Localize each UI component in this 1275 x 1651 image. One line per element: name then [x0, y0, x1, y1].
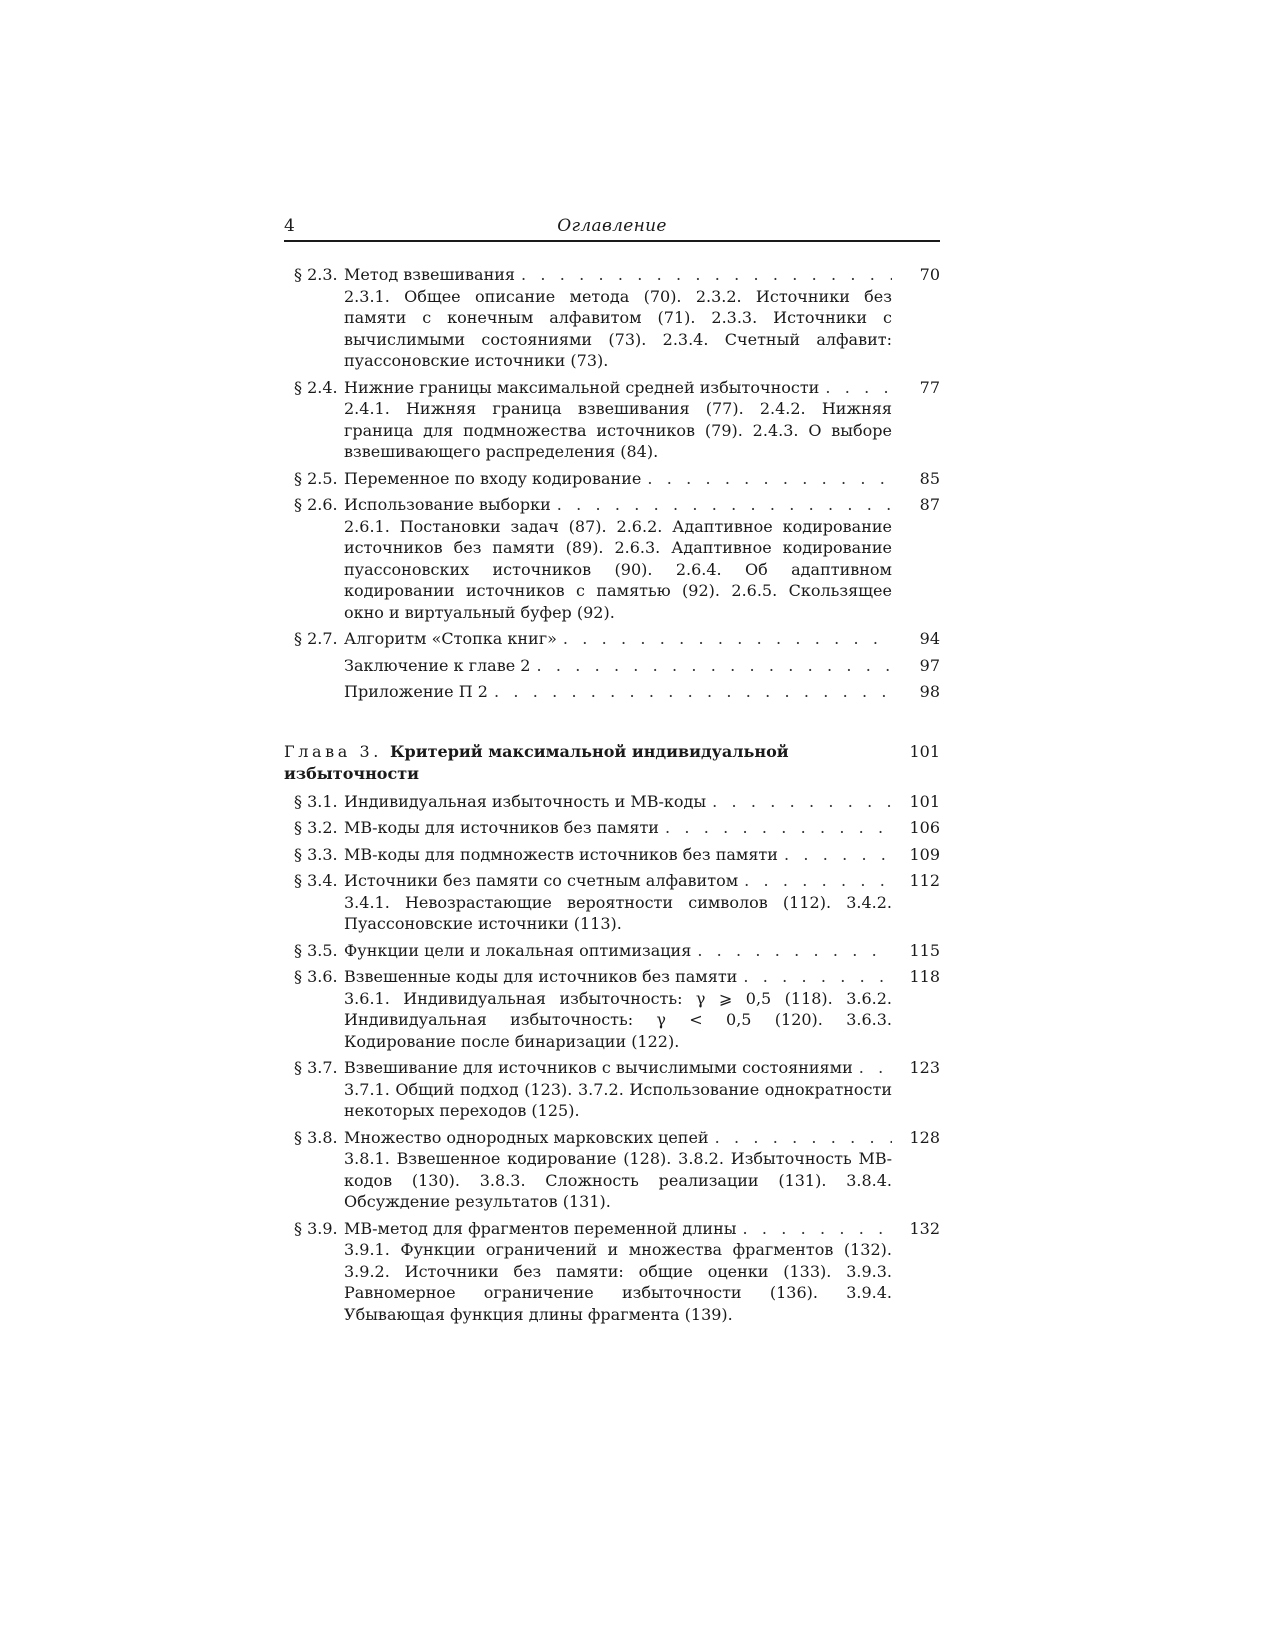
toc-entry[interactable] — [284, 870, 940, 935]
entry-title: Заключение к главе 2 — [344, 655, 531, 675]
entry-title: Функции цели и локальная оптимизация — [344, 940, 692, 960]
dot-leader — [697, 940, 892, 962]
entry-page-ref: 87 — [919, 495, 940, 514]
subsection-list: 3.8.1. Взвешенное кодирование (128). 3.8.2. Избыточность МВ-кодов (130). 3.8.3. Сложность реализации (131). 3.8.4. Обсуждение результатов (131). — [344, 1149, 892, 1211]
running-head — [284, 212, 940, 242]
dot-leader — [563, 628, 892, 650]
section-mark: § 3.1. — [294, 791, 338, 811]
section-mark: § 3.2. — [294, 818, 338, 837]
dot-leader — [744, 870, 892, 892]
chapter-3-entries — [284, 791, 940, 1326]
entry-page-ref: 98 — [919, 682, 940, 701]
toc-entry[interactable] — [284, 468, 940, 490]
entry-title: Взвешенные коды для источников без памяти — [344, 967, 738, 986]
entry-title: Индивидуальная избыточность и МВ-коды — [344, 791, 707, 811]
entry-title: МВ-коды для подмножеств источников без памяти — [344, 844, 778, 864]
chapter-title: Критерий максимальной индивидуальной избыточности — [284, 741, 789, 783]
subsection-list: 3.7.1. Общий подход (123). 3.7.2. Использование однократности некоторых переходов (125). — [344, 1079, 892, 1120]
entry-title-line — [344, 377, 892, 399]
entry-title-line — [344, 817, 892, 839]
dot-leader — [521, 264, 892, 286]
entry-page-ref: 97 — [919, 655, 940, 675]
entry-page-ref: 77 — [919, 377, 940, 397]
entry-page-ref: 109 — [909, 844, 940, 864]
entry-page-ref: 118 — [909, 967, 940, 986]
section-mark: § 3.3. — [294, 844, 338, 864]
dot-leader — [494, 681, 892, 703]
entry-title-line — [344, 940, 892, 962]
toc-entry[interactable] — [284, 791, 940, 813]
dot-leader — [712, 791, 892, 813]
entry-title: Метод взвешивания — [344, 265, 515, 284]
toc-entry[interactable] — [284, 966, 940, 1052]
section-mark: § 3.4. — [294, 871, 338, 890]
book-page — [284, 212, 940, 1330]
entry-title: Алгоритм «Стопка книг» — [344, 629, 557, 648]
dot-leader — [715, 1127, 892, 1149]
dot-leader — [784, 844, 892, 866]
toc-entry[interactable] — [284, 494, 940, 623]
toc-entry[interactable] — [284, 377, 940, 463]
entry-title-line — [344, 1057, 892, 1079]
chapter-label: Глава 3. — [284, 741, 382, 761]
subsection-list: 3.6.1. Индивидуальная избыточность: γ ⩾ 0,5 (118). 3.6.2. Индивидуальная избыточность: γ < 0,5 (120). 3.6.3. Кодирование после бинаризации (122). — [344, 988, 892, 1051]
toc-entry[interactable] — [284, 681, 940, 703]
subsection-list: 2.3.1. Общее описание метода (70). 2.3.2. Источники без памяти с конечным алфавитом (71). 2.3.3. Источники с вычислимыми состояниями (73). 2.3.4. Счетный алфавит: пуассоновские источники (73). — [344, 286, 892, 370]
chapter-heading[interactable] — [284, 741, 940, 785]
entry-title-line — [344, 1127, 892, 1149]
dot-leader — [647, 468, 892, 490]
toc-entry[interactable] — [284, 1127, 940, 1213]
toc-entry[interactable] — [284, 264, 940, 372]
entry-title-line — [344, 264, 892, 286]
toc-entry[interactable] — [284, 655, 940, 677]
toc-entry[interactable] — [284, 1057, 940, 1122]
entry-title: Множество однородных марковских цепей — [344, 1127, 709, 1147]
toc-entry[interactable] — [284, 817, 940, 839]
entry-title: МВ-коды для источников без памяти — [344, 818, 659, 837]
entry-title-line — [344, 870, 892, 892]
entry-page-ref: 85 — [919, 468, 940, 488]
entry-title-line — [344, 844, 892, 866]
section-mark: § 2.6. — [294, 495, 338, 514]
section-mark: § 2.3. — [294, 265, 338, 284]
table-of-contents — [284, 264, 940, 1325]
entry-title-line — [344, 494, 892, 516]
entry-page-ref: 70 — [919, 265, 940, 284]
section-mark: § 3.6. — [294, 967, 338, 986]
dot-leader — [743, 966, 892, 988]
entry-title-line — [344, 468, 892, 490]
entry-title: Нижние границы максимальной средней избыточности — [344, 377, 820, 397]
entry-title: Источники без памяти со счетным алфавитом — [344, 871, 739, 890]
subsection-list: 2.4.1. Нижняя граница взвешивания (77). 2.4.2. Нижняя граница для подмножества источников (79). 2.4.3. О выборе взвешивающего распределения (84). — [344, 399, 892, 461]
toc-entry[interactable] — [284, 940, 940, 962]
entry-page-ref: 123 — [909, 1058, 940, 1077]
entry-page-ref: 112 — [909, 871, 940, 890]
section-mark: § 3.5. — [294, 940, 338, 960]
entry-page-ref: 101 — [909, 791, 940, 811]
entry-title: Взвешивание для источников с вычислимыми состояниями — [344, 1058, 853, 1077]
entry-title-line — [344, 791, 892, 813]
running-title: Оглавление — [557, 216, 667, 236]
section-mark: § 3.8. — [294, 1127, 338, 1147]
toc-entry[interactable] — [284, 628, 940, 650]
dot-leader — [557, 494, 892, 516]
section-mark: § 2.5. — [294, 468, 338, 488]
dot-leader — [665, 817, 892, 839]
dot-leader — [825, 377, 892, 399]
subsection-list: 3.9.1. Функции ограничений и множества фрагментов (132). 3.9.2. Источники без памяти: общие оценки (133). 3.9.3. Равномерное ограничение избыточности (136). 3.9.4. Убывающая функция длины фрагмента (139). — [344, 1240, 892, 1324]
section-mark: § 3.7. — [294, 1058, 338, 1077]
entry-page-ref: 128 — [909, 1127, 940, 1147]
page-number: 4 — [284, 216, 295, 236]
entry-title-line — [344, 628, 892, 650]
entry-page-ref: 115 — [909, 940, 940, 960]
entry-title: Переменное по входу кодирование — [344, 468, 642, 488]
entry-title: МВ-метод для фрагментов переменной длины — [344, 1218, 737, 1238]
entry-page-ref: 106 — [909, 818, 940, 837]
dot-leader — [859, 1057, 892, 1079]
entry-title-line — [344, 681, 892, 703]
subsection-list: 2.6.1. Постановки задач (87). 2.6.2. Адаптивное кодирование источников без памяти (89). 2.6.3. Адаптивное кодирование пуассоновских источников (90). 2.6.4. Об адаптивном кодировании источников с памятью (92). 2.6.5. Скользящее окно и виртуальный буфер (92). — [344, 516, 892, 622]
chapter-page-ref: 101 — [909, 741, 940, 761]
chapter-2-entries — [284, 264, 940, 703]
entry-title-line — [344, 655, 892, 677]
section-mark: § 2.4. — [294, 377, 338, 397]
section-mark: § 2.7. — [294, 629, 338, 648]
dot-leader — [536, 655, 892, 677]
entry-title: Использование выборки — [344, 495, 551, 514]
subsection-list: 3.4.1. Невозрастающие вероятности символов (112). 3.4.2. Пуассоновские источники (113). — [344, 892, 892, 933]
toc-entry[interactable] — [284, 1218, 940, 1326]
entry-page-ref: 94 — [919, 629, 940, 648]
dot-leader — [742, 1218, 892, 1240]
entry-page-ref: 132 — [909, 1218, 940, 1238]
entry-title-line — [344, 966, 892, 988]
entry-title-line — [344, 1218, 892, 1240]
section-mark: § 3.9. — [294, 1218, 338, 1238]
toc-entry[interactable] — [284, 844, 940, 866]
entry-title: Приложение П 2 — [344, 682, 488, 701]
